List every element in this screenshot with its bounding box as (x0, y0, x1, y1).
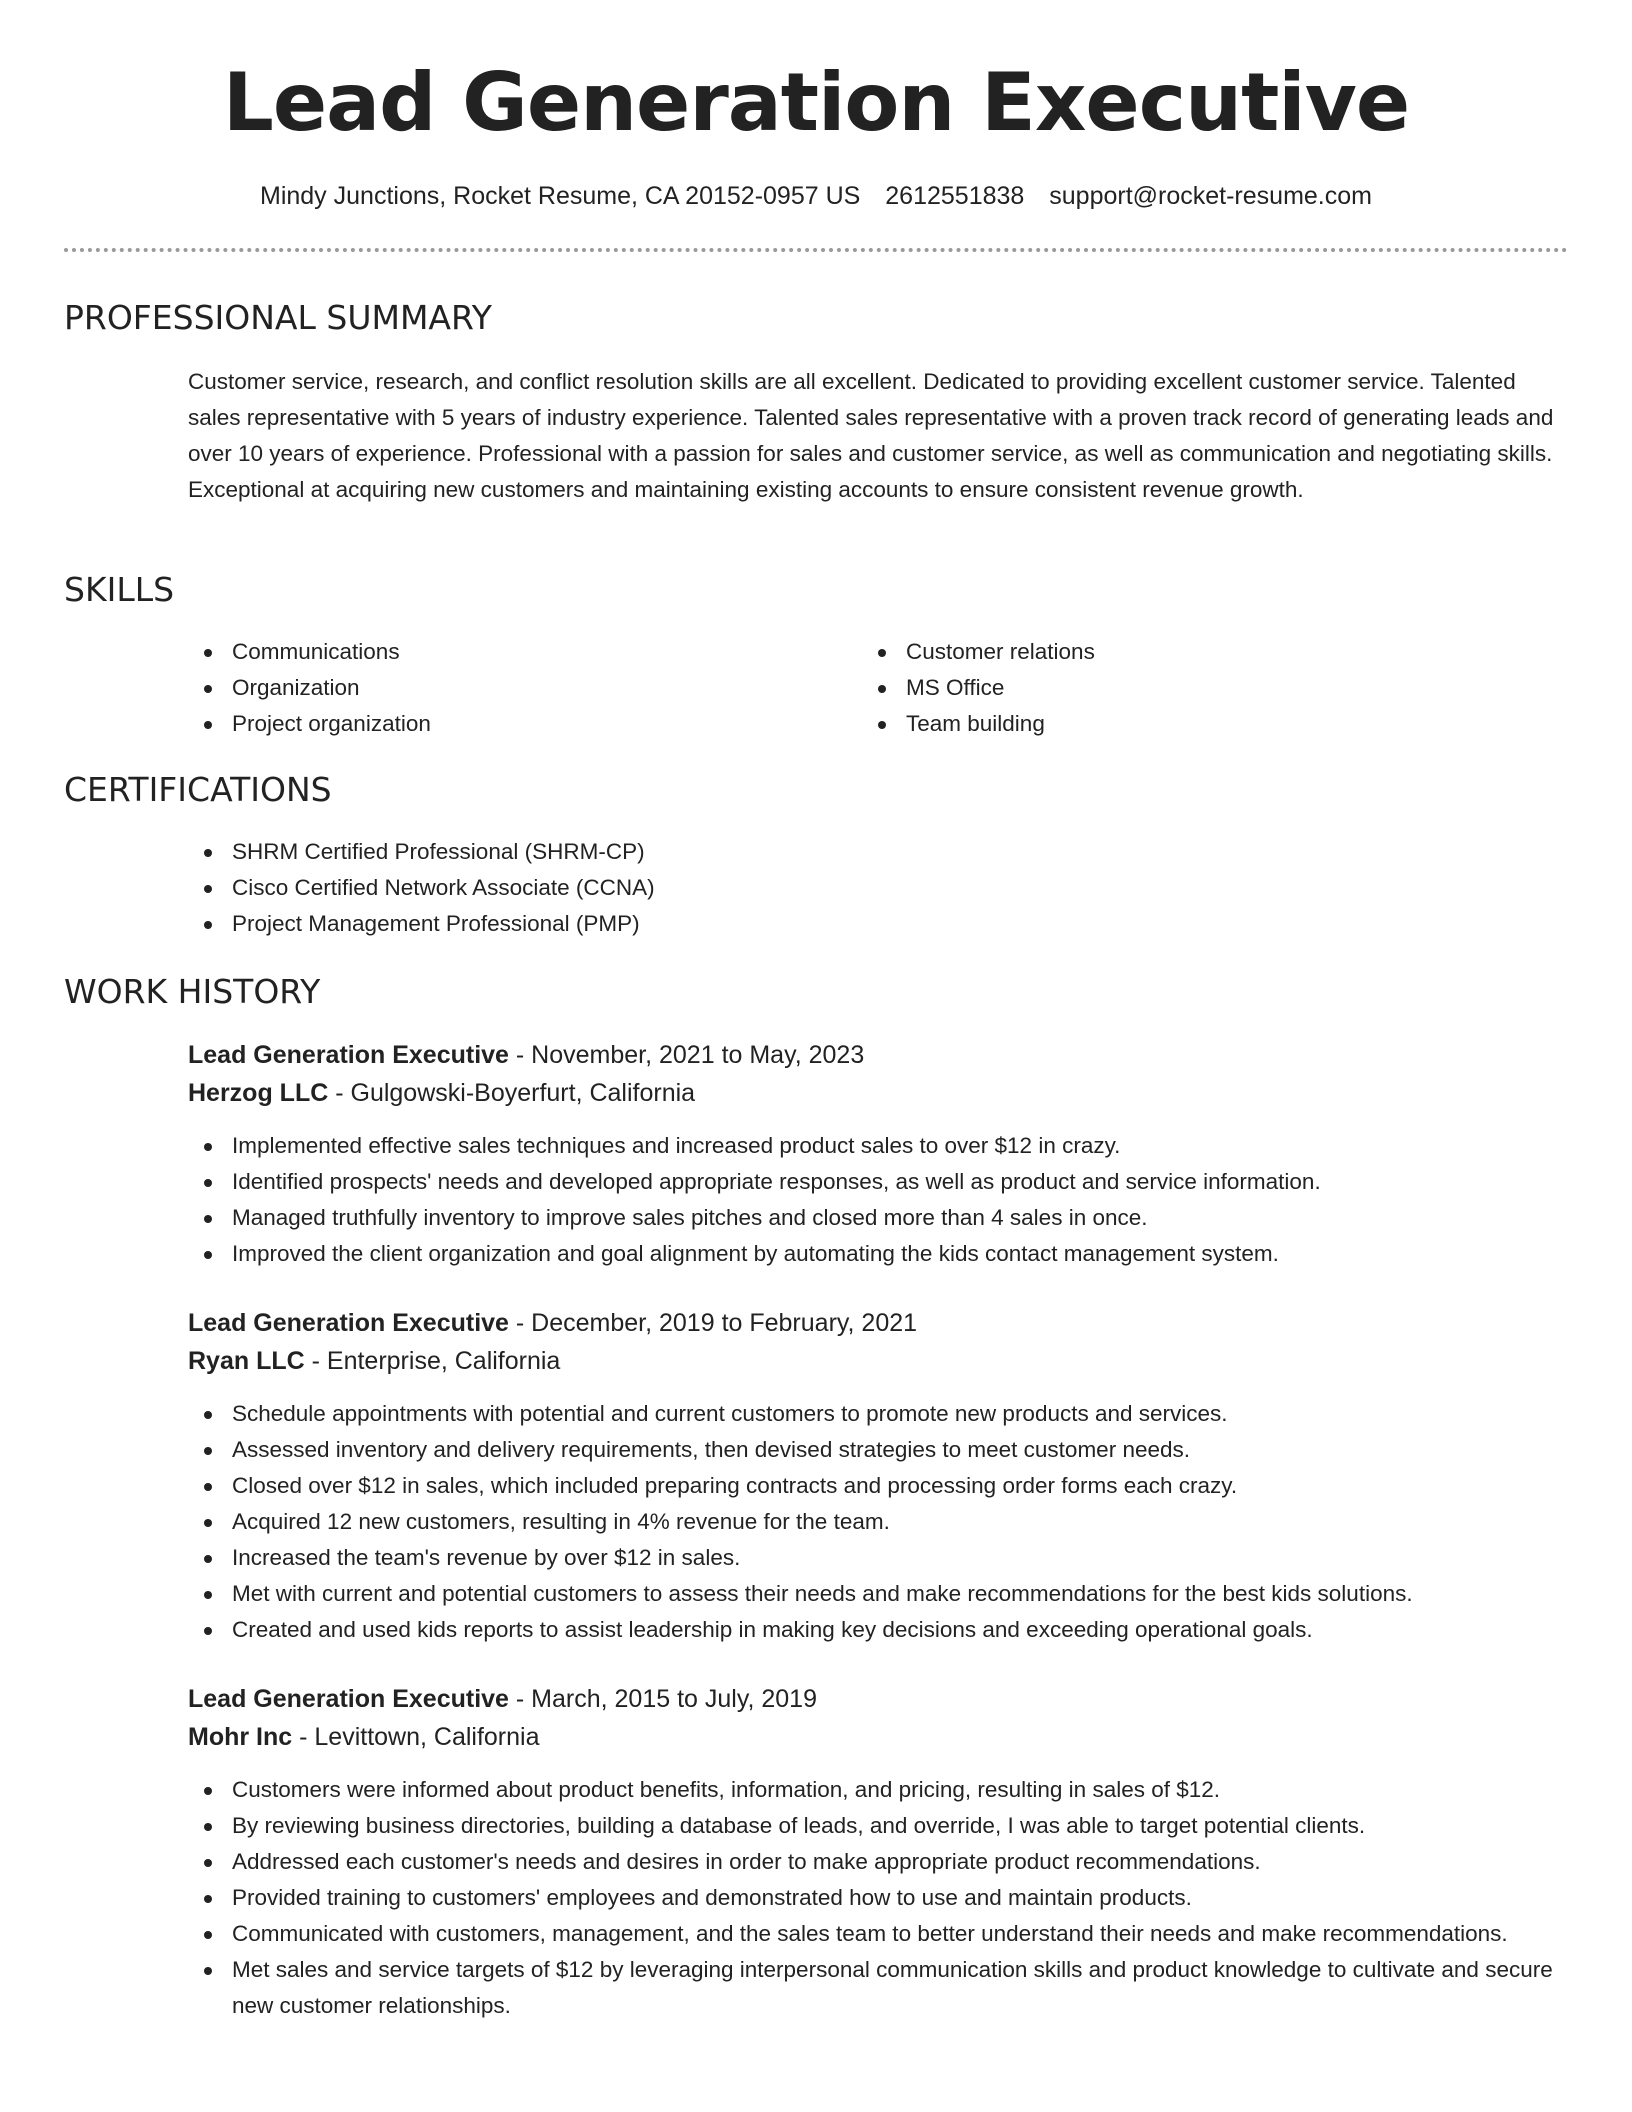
resume-name: Lead Generation Executive (222, 56, 1410, 149)
contact-email: support@rocket-resume.com (1049, 182, 1372, 210)
job-bullet: Managed truthfully inventory to improve sales pitches and closed more than 4 sales in once. (188, 1200, 1568, 1236)
skills-list-right (862, 634, 1562, 742)
skill-item: Team building (862, 706, 1562, 742)
job-title-line (188, 1680, 817, 1718)
skills-list-left (188, 634, 828, 742)
job-company: Ryan LLC (188, 1347, 305, 1375)
job-bullet: By reviewing business directories, building a database of leads, and override, I was able to target potential clients. (188, 1808, 1568, 1844)
job-company-line (188, 1342, 560, 1380)
job-role: Lead Generation Executive (188, 1041, 509, 1069)
job-company: Herzog LLC (188, 1079, 329, 1107)
job-bullet: Customers were informed about product benefits, information, and pricing, resulting in sales of $12. (188, 1772, 1568, 1808)
job-dates: - December, 2019 to February, 2021 (508, 1309, 918, 1337)
job-bullets (188, 1772, 1568, 2024)
job-location: - Gulgowski-Boyerfurt, California (328, 1079, 696, 1107)
section-title-certifications: CERTIFICATIONS (64, 770, 332, 809)
job-location: - Enterprise, California (304, 1347, 561, 1375)
job-bullet: Created and used kids reports to assist leadership in making key decisions and exceeding operational goals. (188, 1612, 1568, 1648)
job-bullet: Improved the client organization and goal alignment by automating the kids contact management system. (188, 1236, 1568, 1272)
job-company-line (188, 1718, 540, 1756)
job-bullet: Schedule appointments with potential and current customers to promote new products and services. (188, 1396, 1568, 1432)
summary-text: Customer service, research, and conflict resolution skills are all excellent. Dedicated to providing excellent customer service. Talented sales representative with 5 years of industry experience. Talented sales representative with a proven track record of generating leads and over 10 years of experience. Professional with a passion for sales and customer service, as well as communication and negotiating skills. Exceptional at acquiring new customers and maintaining existing accounts to ensure consistent revenue growth. (188, 369, 1554, 502)
contact-address: Mindy Junctions, Rocket Resume, CA 20152-0957 US (260, 182, 861, 210)
job-role: Lead Generation Executive (188, 1685, 509, 1713)
skill-item: Organization (188, 670, 828, 706)
job-title-line (188, 1036, 864, 1074)
job-bullet: Communicated with customers, management, and the sales team to better understand their needs and make recommendations. (188, 1916, 1568, 1952)
certifications-list (188, 834, 1568, 942)
job-location: - Levittown, California (292, 1723, 540, 1751)
certification-item: Project Management Professional (PMP) (188, 906, 1568, 942)
job-company: Mohr Inc (188, 1723, 293, 1751)
section-title-skills: SKILLS (64, 570, 175, 609)
job-dates: - November, 2021 to May, 2023 (508, 1041, 865, 1069)
skill-item: Customer relations (862, 634, 1562, 670)
job-bullet: Acquired 12 new customers, resulting in 4% revenue for the team. (188, 1504, 1568, 1540)
skill-item: Project organization (188, 706, 828, 742)
skill-item: Communications (188, 634, 828, 670)
certification-item: SHRM Certified Professional (SHRM-CP) (188, 834, 1568, 870)
contact-phone: 2612551838 (885, 182, 1025, 210)
job-bullet: Addressed each customer's needs and desires in order to make appropriate product recommendations. (188, 1844, 1568, 1880)
skill-item: MS Office (862, 670, 1562, 706)
job-bullets (188, 1396, 1568, 1648)
section-title-work-history: WORK HISTORY (64, 972, 321, 1011)
certification-item: Cisco Certified Network Associate (CCNA) (188, 870, 1568, 906)
job-bullet: Provided training to customers' employees and demonstrated how to use and maintain products. (188, 1880, 1568, 1916)
job-bullet: Identified prospects' needs and developed appropriate responses, as well as product and service information. (188, 1164, 1568, 1200)
job-bullet: Closed over $12 in sales, which included preparing contracts and processing order forms each crazy. (188, 1468, 1568, 1504)
contact-line (0, 178, 1632, 214)
job-bullet: Met sales and service targets of $12 by leveraging interpersonal communication skills and product knowledge to cultivate and secure new customer relationships. (188, 1952, 1568, 2024)
job-bullets (188, 1128, 1568, 1272)
section-title-summary: PROFESSIONAL SUMMARY (64, 298, 492, 337)
job-bullet: Met with current and potential customers to assess their needs and make recommendations for the best kids solutions. (188, 1576, 1568, 1612)
job-role: Lead Generation Executive (188, 1309, 509, 1337)
job-title-line (188, 1304, 917, 1342)
job-company-line (188, 1074, 695, 1112)
job-bullet: Assessed inventory and delivery requirements, then devised strategies to meet customer needs. (188, 1432, 1568, 1468)
job-bullet: Increased the team's revenue by over $12 in sales. (188, 1540, 1568, 1576)
header-divider (64, 248, 1568, 252)
job-bullet: Implemented effective sales techniques and increased product sales to over $12 in crazy. (188, 1128, 1568, 1164)
job-dates: - March, 2015 to July, 2019 (508, 1685, 817, 1713)
